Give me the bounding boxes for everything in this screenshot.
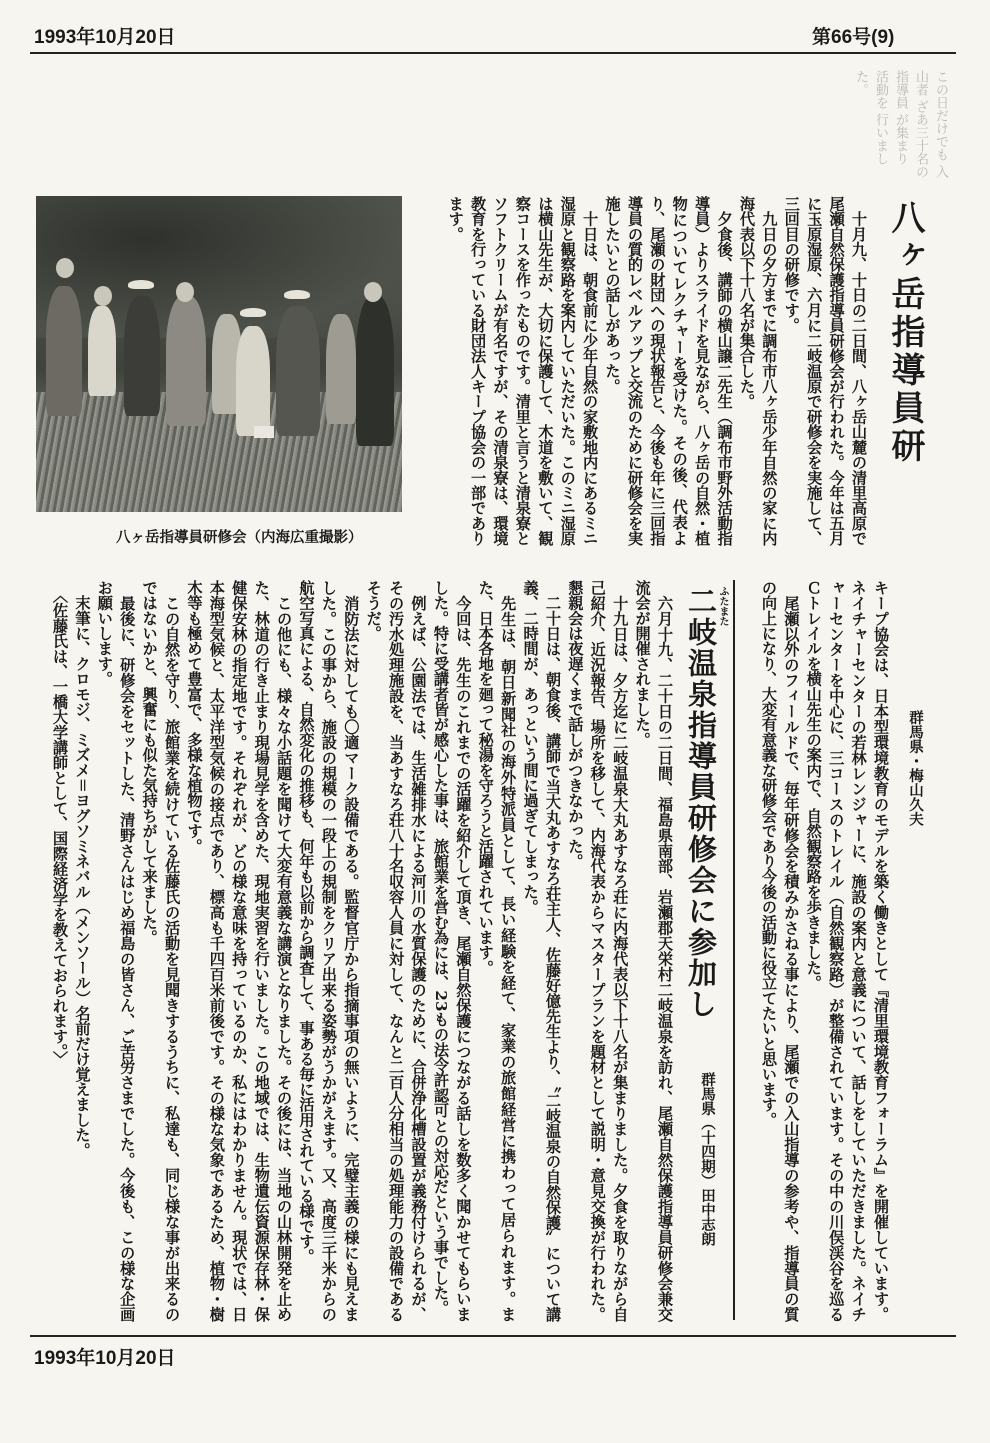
footer-rule — [30, 1335, 956, 1337]
article1-byline: 群馬県・梅山久夫 — [907, 710, 923, 826]
bleed-through-text: この日だけでも 入山者 ざあ三十名の 指導員 が集まり 活動を 行いまし た。 — [853, 70, 948, 179]
header-date: 1993年10月20日 — [34, 27, 176, 48]
footer-date: 1993年10月20日 — [34, 1348, 176, 1369]
article2-byline: 群馬県（十四期）田中志朗 — [699, 1072, 715, 1246]
header-rule — [30, 52, 956, 54]
header-issue: 第66号(9) — [812, 27, 895, 48]
article1-body: 十月九、十日の二日間、八ヶ岳山麓の清里高原で尾瀬自然保護指導員研修会が行われた。今年は五月に玉原湿原、六月に二岐温原で研修会を実施して、三回目の研修です。 九日の夕方までに調布市八ヶ岳少年自然の家に内海代表以下十八名が集合した。 夕食後、講師の横山譲二先生（調布市野外活動指導員）よりスライドを見ながら、八ヶ岳の自然・植物についてレクチャーを受けた。その後、代表より、尾瀬の財団への現状報告と、今後も年に三回指導員の質的レベルアップと交流のために研修会を実施したいとの話しがあった。 十日は、朝食前に少年自然の家敷地内にあるミニ湿原と観察路を案内していただいた。このミニ湿原は横山先生が、大切に保護して、木道を敷いて、観察コースを作ったものです。清里と言うと清泉寮とソフトクリームが有名ですが、その清泉寮は、環境教育を行っている財団法人キープ協会の一部であります。 — [446, 196, 868, 546]
group-photo — [36, 196, 402, 512]
article2-body: 六月十九、二十日の二日間、福島県南部、岩瀬郡天栄村二岐温泉を訪れ、尾瀬自然保護指導員研修会兼交流会が開催されました。 十九日は、夕方迄に二岐温泉大丸あすなろ荘に内海代表以下十八名が集まりました。夕食を取りながら自己紹介、近況報告、場所を移して、内海代表からマスタープランを題材として説明・意見交換が行われた。懇親会は夜遅くまで話しがつきなかった。 二十日は、朝食後、講師で当大丸あすなろ荘主人、佐藤好億先生より、〝二岐温泉の自然保護〟について講義、二時間が、あっという間に過ぎてしまった。 先生は、朝日新聞社の海外特派員として、長い経験を経て、家業の旅館経営に携わって居られます。また、日本各地を廻って秘湯を守ろうと活躍されています。 今回は、先生のこれまでの活躍を紹介して頂き、尾瀬自然保護につながる話しを数多く聞かせてもらいました。特に受講者皆が感心した事は、旅館業を営む為には、23もの法令許認可との対応だという事でした。 例えば、公園法では、生活雑排水による河川の水質保護のために、合併浄化槽設置が義務付けられるが、その汚水処理施設を、当あすなろ荘八十名収容人員に対して、なんと二百人分相当の処理能力の設備であるそうだ。 消防法に対しても〇適マーク設備である。監督官庁から指摘事項の無いように、完璧主義の様にも見えました。この事から、施設の規模の一段上の規制をクリア出来る姿勢がうかがえます。又、高度三千米からの航空写真による、自然変化の推移も、何年も以前から調査して、事ある毎に活用されている様です。 この他にも、様々な小話題を聞けて大変有意義な講演となりました。その後には、当地の山林開発を止めた、林道の行き止まり現場見学を含めた、現地実習を行いました。この地域では、生物遺伝資源保存林・保健保安林の指定地です。それぞれが、どの様な意味を持っているのか、私にはわかりません。現状では、日本海型気候と、太平洋型気候の接点であり、標高も千四百米前後です。その様な気象であるため、植物・樹木等も極めて豊富で、多様な植物です。 この自然を守り、旅館業を続けている佐藤氏の活動を見聞きするうちに、私達も、同じ様な事が出来るのではないかと、興奮にも似た気持ちがして来ました。 最後に、研修会をセットした、清野さんはじめ福島の皆さん、ご苦労さまでした。今後も、この様な企画お願いします。 末筆に、クロモジ、ミズメ＝ヨグソミネバル（メンソール）名前だけ覚えました。 〈佐藤氏は、一橋大学講師として、国際経済学を教えておられます。〉 — [51, 580, 674, 1322]
title-ruby: ふたまた — [717, 586, 728, 626]
column-divider — [733, 580, 735, 1320]
article2-title: 二岐温泉指導員研修会に参加し — [684, 586, 718, 1020]
photo-caption: 八ヶ岳指導員研修会（内海広重撮影） — [116, 530, 363, 546]
article1-continuation: キープ協会は、日本型環境教育のモデルを築く働きとして『清里環境教育フォーラム』を開催しています。ネイチャーセンターの若林レンジャーに、施設の案内と意義について、話しをしていただきました。ネイチャーセンターを中心に、三コースのトレイル（自然観察路）が整備されています。その中の川俣渓谷を巡るＣトレイルを横山先生の案内で、自然観察路を歩きました。 尾瀬以外のフィールドで、毎年研修会を積みかさねる事により、尾瀬での入山指導の参考や、指導員の質の向上になり、大変有意義な研修会であり今後の活動に役立てたいと思います。 — [759, 580, 890, 1322]
article1-title: 八ヶ岳指導員研 — [885, 200, 925, 466]
